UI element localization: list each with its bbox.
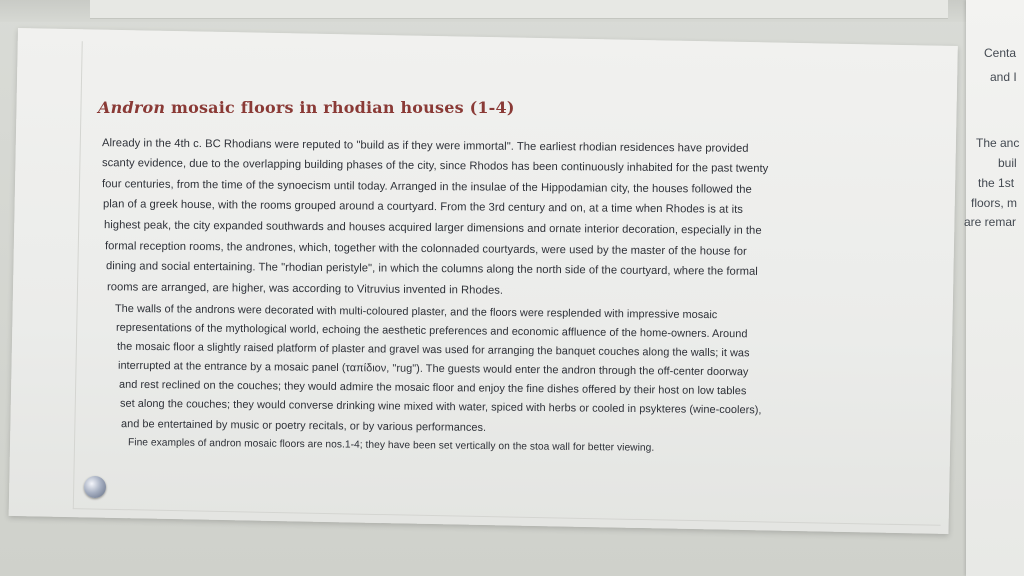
paragraph-3: Fine examples of andron mosaic floors are nos.1-4; they have been set vertically on the stoa wall for better viewing. <box>127 437 655 454</box>
adjacent-text-line: are remar <box>964 215 1017 229</box>
paragraph-2-line: and rest reclined on the couches; they would admire the mosaic floor and enjoy the fine dishes offered by their host on low tables <box>118 378 747 398</box>
paragraph-1-line: highest peak, the city expanded southwards and houses acquired larger dimensions and ornate interior decoration, especially in the <box>103 219 762 237</box>
paragraph-1-line: dining and social entertaining. The "rhodian peristyle", in which the columns along the north side of the courtyard, where the formal <box>105 260 758 278</box>
paragraph-1-line: rooms are arranged, are higher, was according to Vitruvius invented in Rhodes. <box>106 281 504 297</box>
paragraph-2-line: set along the couches; they would converse drinking wine mixed with water, spiced with herbs or cooled in psykteres (wine-coolers), <box>119 397 762 417</box>
paragraph-1-line: formal reception rooms, the andrones, which, together with the colonnaded courtyards, were used by the master of the house for <box>104 240 747 258</box>
paragraph-2-line: interrupted at the entrance by a mosaic panel (ταπίδιον, "rug"). The guests would enter the andron through the off-center doorway <box>117 359 749 379</box>
paragraph-2-line: and be entertained by music or poetry recitals, or by various performances. <box>120 418 487 434</box>
adjacent-text-line: the 1st <box>978 176 1015 190</box>
paragraph-1-line: Already in the 4th c. BC Rhodians were reputed to "build as if they were immortal". The earliest rhodian residences have provided <box>101 137 749 155</box>
adjacent-text-line: and I <box>990 70 1017 84</box>
paragraph-1-line: scanty evidence, due to the overlapping building phases of the city, since Rhodos has been continuously inhabited for the past twenty <box>101 157 769 175</box>
mounting-screw-icon <box>84 476 106 498</box>
title-text: mosaic floors in rhodian houses (1-4) <box>165 98 515 117</box>
adjacent-text-line: floors, m <box>971 196 1018 210</box>
paragraph-2-line: representations of the mythological world, echoing the aesthetic preferences and economic affluence of the home-owners. Around <box>115 321 748 341</box>
top-panel-edge <box>90 0 948 19</box>
adjacent-text-line: The anc <box>976 136 1020 150</box>
paragraph-2-line: The walls of the androns were decorated with multi-coloured plaster, and the floors were resplended with impressive mosaic <box>114 302 718 322</box>
adjacent-text-line: buil <box>998 156 1017 170</box>
paragraph-1-line: four centuries, from the time of the synoecism until today. Arranged in the insulae of the Hippodamian city, the houses followed the <box>101 178 752 196</box>
title-italic: Andron <box>98 98 166 117</box>
paragraph-2-line: the mosaic floor a slightly raised platform of plaster and gravel was used for arranging the banquet couches along the walls; it was <box>116 340 750 360</box>
paragraph-1-line: plan of a greek house, with the rooms grouped around a courtyard. From the 3rd century and on, at a time when Rhodes is at its <box>102 198 744 216</box>
adjacent-text-line: Centa <box>984 46 1017 60</box>
adjacent-panel <box>966 0 1024 576</box>
page-title <box>98 98 515 117</box>
